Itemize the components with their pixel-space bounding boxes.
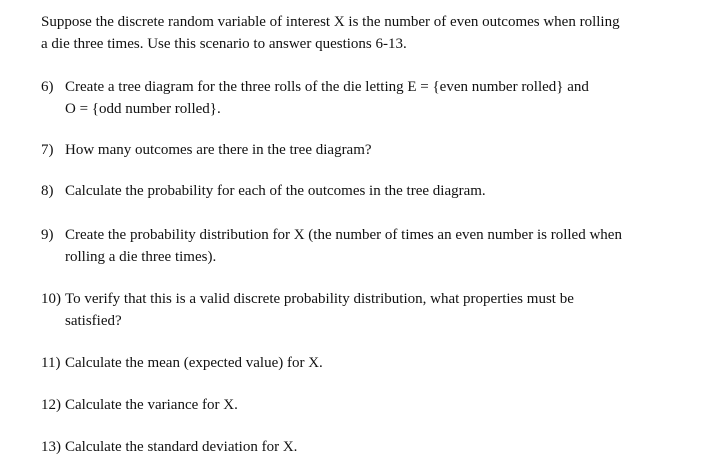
question-number: 6) xyxy=(41,79,54,95)
question-9-line-2: rolling a die three times). xyxy=(65,249,217,265)
question-6 xyxy=(41,76,701,120)
question-7-line-1: How many outcomes are there in the tree diagram? xyxy=(65,142,372,158)
question-number: 10) xyxy=(41,291,61,307)
question-7 xyxy=(41,139,701,161)
question-6-line-1: Create a tree diagram for the three rolls of the die letting E = {even number rolled} and xyxy=(65,79,589,95)
question-text xyxy=(65,436,701,458)
intro-line-2: a die three times. Use this scenario to answer questions 6-13. xyxy=(41,36,407,52)
question-text xyxy=(65,180,701,202)
question-text xyxy=(65,394,701,416)
intro-line-1: Suppose the discrete random variable of interest X is the number of even outcomes when rolling xyxy=(41,14,620,30)
question-9 xyxy=(41,224,701,268)
question-10-line-1: To verify that this is a valid discrete probability distribution, what properties must be xyxy=(65,291,574,307)
question-number: 12) xyxy=(41,397,61,413)
question-11-line-1: Calculate the mean (expected value) for X. xyxy=(65,355,323,371)
question-number: 13) xyxy=(41,439,61,455)
question-text xyxy=(65,352,701,374)
question-12-line-1: Calculate the variance for X. xyxy=(65,397,238,413)
intro-paragraph xyxy=(41,11,701,55)
question-number: 7) xyxy=(41,142,54,158)
question-text xyxy=(65,224,701,268)
question-number: 9) xyxy=(41,227,54,243)
question-10 xyxy=(41,288,701,332)
question-13-line-1: Calculate the standard deviation for X. xyxy=(65,439,298,455)
question-10-line-2: satisfied? xyxy=(65,313,122,329)
question-text xyxy=(65,139,701,161)
question-13 xyxy=(41,436,701,458)
question-8 xyxy=(41,180,701,202)
question-12 xyxy=(41,394,701,416)
question-6-line-2: O = {odd number rolled}. xyxy=(65,101,221,117)
question-text xyxy=(65,288,701,332)
question-text xyxy=(65,76,701,120)
question-8-line-1: Calculate the probability for each of the outcomes in the tree diagram. xyxy=(65,183,486,199)
question-9-line-1: Create the probability distribution for X (the number of times an even number is rolled when xyxy=(65,227,622,243)
question-11 xyxy=(41,352,701,374)
question-number: 11) xyxy=(41,355,61,371)
question-number: 8) xyxy=(41,183,54,199)
